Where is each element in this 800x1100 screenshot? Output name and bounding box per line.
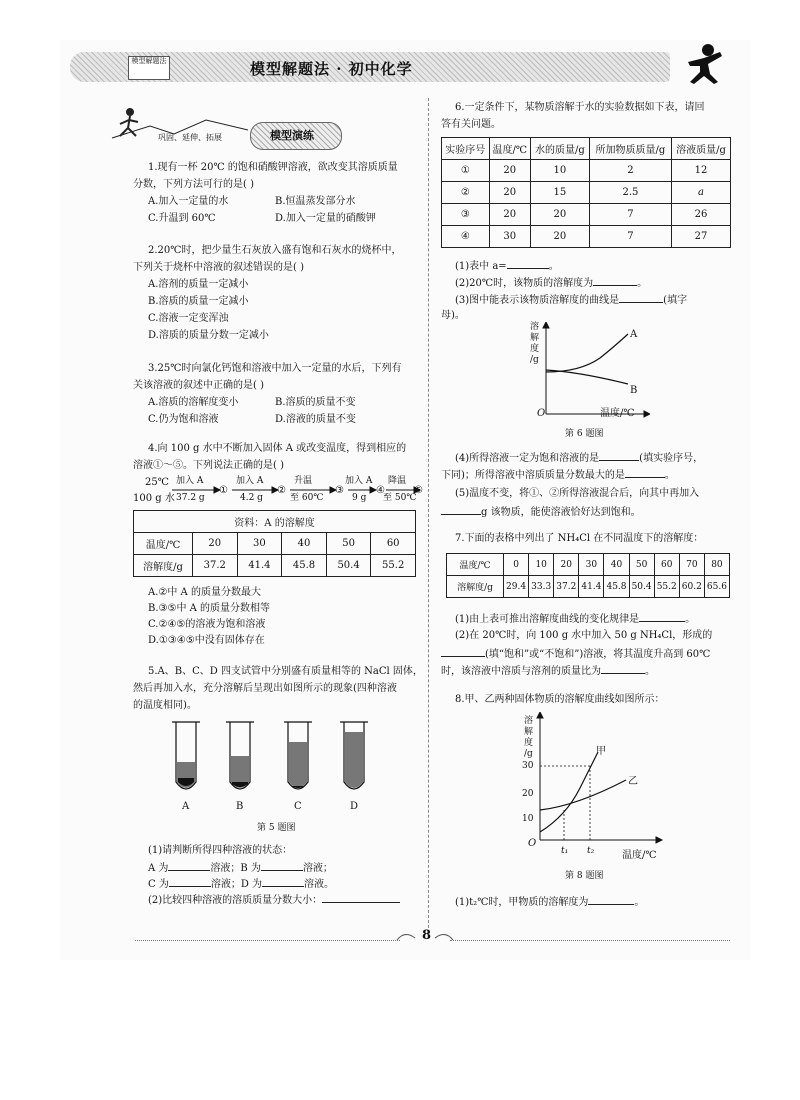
q7-sol: 33.3 (529, 576, 554, 598)
q4-step1-amount: 37.2 g (176, 493, 205, 503)
page-number: 8 (422, 928, 432, 943)
q6-stem-line1: 6.一定条件下，某物质溶解于水的实验数据如下表，请回 (455, 102, 705, 113)
q5-part1-line-a: A 为 溶液；B 为 溶液； (148, 859, 333, 876)
q7-part2-end: 时，该溶液中溶质与溶剂的质量比为 。 (441, 662, 655, 679)
q4-table-temp-head: 温度/℃ (134, 533, 193, 555)
q1-option-b: B.恒温蒸发部分水 (275, 196, 356, 207)
q4-solution-5: ⑤ (414, 485, 423, 496)
q6-part5-cont: g 该物质，能使溶液恰好达到饱和。 (441, 503, 641, 520)
q7-temp: 30 (579, 554, 604, 576)
q2-stem-line1: 2.20℃时，把少量生石灰放入盛有饱和石灰水的烧杯中， (148, 245, 402, 256)
q6-header: 所加物质质量/g (589, 138, 671, 160)
q4-solution-1: ① (219, 485, 228, 496)
q6-stem-line2: 答有关问题。 (441, 119, 501, 130)
q7-temp: 60 (654, 554, 679, 576)
q8-part1: (1)t₂℃时，甲物质的溶解度为 。 (455, 893, 644, 910)
q5-part1: (1)请判断所得四种溶液的状态： (148, 845, 293, 856)
q4-flow-start-temp: 25℃ (145, 477, 169, 488)
q6-header: 溶液质量/g (672, 138, 731, 160)
q6-part4: (4)所得溶液一定为饱和溶液的是 (填实验序号， (455, 449, 703, 466)
q6-cell: 27 (672, 226, 731, 248)
q4-step3-label: 升温 (294, 476, 313, 486)
q6-cell: 2 (589, 160, 671, 182)
q4-option-d: D.①③④⑤中没有固体存在 (148, 635, 265, 646)
q6-cell: ④ (442, 226, 490, 248)
q6-blank-max-fraction[interactable] (625, 466, 665, 478)
q6-curve-a-label: A (630, 329, 638, 340)
q1-option-a: A.加入一定量的水 (148, 196, 229, 207)
q6-header: 水的质量/g (530, 138, 589, 160)
q6-cell: ① (442, 160, 490, 182)
q6-cell: 20 (530, 204, 589, 226)
q6-part3: (3)图中能表示该物质溶解度的曲线是 (填字 (455, 291, 687, 308)
q7-stem: 7.下面的表格中列出了 NH₄Cl 在不同温度下的溶解度： (455, 533, 704, 544)
q3-stem-line1: 3.25℃时向氯化钙饱和溶液中加入一定量的水后，下列有 (148, 363, 402, 374)
q3-option-d: D.溶液的质量不变 (275, 414, 356, 425)
q8-graph-origin: O (528, 838, 537, 849)
q7-blank-trend[interactable] (639, 610, 685, 622)
q8-graph-y10: 10 (522, 814, 534, 824)
header-badge: 模型解题法 (128, 56, 170, 80)
q7-temp: 0 (504, 554, 529, 576)
q4-table-sol: 50.4 (326, 555, 371, 577)
q4-stem-line2: 溶液①～⑤。下列说法正确的是( ) (133, 460, 284, 471)
q5-stem-line1: 5.A、B、C、D 四支试管中分别盛有质量相等的 NaCl 固体， (148, 666, 423, 677)
q4-option-a: A.②中 A 的质量分数最大 (148, 587, 261, 598)
q6-graph-ylabel: 溶 解 度 /g (530, 322, 540, 365)
q7-temp: 10 (529, 554, 554, 576)
q5-part2: (2)比较四种溶液的溶质质量分数大小： (148, 891, 400, 908)
q7-sol: 60.2 (679, 576, 704, 598)
mascot-icon (682, 42, 726, 86)
q5-part1-line-c: C 为 溶液；D 为 溶液。 (148, 875, 334, 892)
q4-option-c: C.②④⑤的溶液为饱和溶液 (148, 619, 266, 630)
q4-table-temp: 40 (282, 533, 327, 555)
q4-table-temp: 20 (193, 533, 238, 555)
q7-sol: 65.6 (704, 576, 729, 598)
q6-cell: 20 (489, 204, 530, 226)
q6-part5: (5)温度不变，将①、②所得溶液混合后，向其中再加入 (455, 488, 700, 499)
q4-step3-amount: 至 60℃ (290, 493, 324, 503)
q7-blank-saturation[interactable] (441, 645, 485, 657)
q7-temp: 50 (629, 554, 654, 576)
q6-cell: 20 (530, 226, 589, 248)
q1-option-c: C.升温到 60℃ (148, 213, 216, 224)
q6-cell: 30 (489, 226, 530, 248)
q7-blank-ratio[interactable] (601, 662, 645, 674)
q6-graph-origin: O (537, 408, 546, 419)
q7-nh4cl-table (446, 553, 730, 598)
q7-sol: 45.8 (604, 576, 629, 598)
footer-rule-left (135, 940, 400, 941)
q6-curve-a (546, 334, 628, 372)
q7-sol: 37.2 (554, 576, 579, 598)
q5-tube-label-c: C (294, 801, 302, 812)
q6-header: 温度/℃ (489, 138, 530, 160)
q4-step4-label: 加入 A (345, 476, 373, 486)
q6-cell: 2.5 (589, 182, 671, 204)
q5-blank-b[interactable] (261, 859, 303, 871)
section-tags: 巩固、延伸、拓展 (158, 133, 222, 142)
q4-solution-2: ② (277, 485, 286, 496)
q4-table-temp: 60 (371, 533, 416, 555)
q4-step2-label: 加入 A (236, 476, 264, 486)
q4-step5-amount: 至 50℃ (383, 493, 417, 503)
q2-stem-line2: 下列关于烧杯中溶液的叙述错误的是( ) (133, 262, 304, 273)
column-divider (428, 98, 429, 928)
q6-cell: 7 (589, 226, 671, 248)
q4-table-sol: 41.4 (237, 555, 282, 577)
q3-stem-line2: 关该溶液的叙述中正确的是( ) (133, 380, 264, 391)
q1-stem-line1: 1.现有一杯 20℃ 的饱和硝酸钾溶液，欲改变其溶质质量 (148, 162, 398, 173)
q6-cell: 20 (489, 160, 530, 182)
q6-figure-caption: 第 6 题图 (565, 429, 604, 439)
q5-blank-c[interactable] (169, 875, 211, 887)
q5-blank-d[interactable] (262, 875, 304, 887)
q6-cell: 15 (530, 182, 589, 204)
q8-graph-t2: t₂ (587, 846, 595, 856)
q8-curve-jia (540, 752, 598, 832)
q8-curve-jia-label: 甲 (596, 746, 606, 757)
q8-curve-yi (540, 780, 626, 810)
q4-solubility-table (133, 510, 416, 577)
q4-table-sol: 55.2 (371, 555, 416, 577)
q5-blank-a[interactable] (168, 859, 210, 871)
q4-step1-label: 加入 A (176, 476, 204, 486)
q4-stem-line1: 4.向 100 g 水中不断加入固体 A 或改变温度，得到相应的 (148, 443, 407, 454)
q5-stem-line3: 的温度相同)。 (133, 700, 197, 711)
q6-cell: 12 (672, 160, 731, 182)
q6-header: 实验序号 (442, 138, 490, 160)
q4-table-sol: 37.2 (193, 555, 238, 577)
q6-cell: a (672, 182, 731, 204)
q7-temp: 20 (554, 554, 579, 576)
q7-sol: 29.4 (504, 576, 529, 598)
q5-tube-label-a: A (182, 801, 190, 812)
q6-part4-cont: 下同)；所得溶液中溶质质量分数最大的是 。 (441, 466, 675, 483)
q7-sol: 41.4 (579, 576, 604, 598)
q2-option-a: A.溶剂的质量一定减小 (148, 279, 249, 290)
q1-stem-line2: 分数，下列方法可行的是( ) (133, 179, 254, 190)
q6-curve-b-label: B (630, 385, 638, 396)
q6-part2: (2)20℃时，该物质的溶解度为 。 (455, 274, 647, 291)
q2-option-b: B.溶质的质量一定减小 (148, 296, 249, 307)
q8-graph-y20: 20 (522, 789, 534, 799)
q6-data-table (441, 137, 731, 248)
q6-blank-curve[interactable] (619, 291, 663, 303)
q8-curve-yi-label: 乙 (628, 776, 638, 787)
q6-cell: 7 (589, 204, 671, 226)
q6-graph-xlabel: 温度/℃ (600, 408, 635, 419)
q8-stem: 8.甲、乙两种固体物质的溶解度曲线如图所示： (455, 694, 665, 705)
q5-figure-caption: 第 5 题图 (257, 823, 296, 833)
q7-temp: 80 (704, 554, 729, 576)
q4-step4-amount: 9 g (352, 493, 367, 503)
q4-table-sol-head: 溶解度/g (134, 555, 193, 577)
footer-rule-right (450, 940, 730, 941)
q8-graph-ylabel: 溶 解 度 /g (524, 716, 534, 759)
q4-solution-3: ③ (335, 485, 344, 496)
q6-blank-a[interactable] (507, 257, 549, 269)
q4-table-sol: 45.8 (282, 555, 327, 577)
q7-temp-head: 温度/℃ (447, 554, 504, 576)
q6-cell: 26 (672, 204, 731, 226)
q4-table-temp: 30 (237, 533, 282, 555)
q3-option-b: B.溶质的质量不变 (275, 397, 356, 408)
q7-part2: (2)在 20℃时，向 100 g 水中加入 50 g NH₄Cl，形成的 (455, 630, 713, 641)
q8-graph-xlabel: 温度/℃ (622, 850, 657, 861)
q6-blank-solubility[interactable] (593, 274, 637, 286)
q8-graph-y30: 30 (522, 761, 534, 771)
q6-blank-saturated[interactable] (599, 449, 639, 461)
header-title: 模型解题法 · 初中化学 (250, 60, 413, 78)
q7-sol: 55.2 (654, 576, 679, 598)
q6-cell: 10 (530, 160, 589, 182)
q8-blank-solubility[interactable] (588, 893, 634, 905)
q6-cell: ③ (442, 204, 490, 226)
q4-option-b: B.③⑤中 A 的质量分数相等 (148, 603, 271, 614)
q6-cell: 20 (489, 182, 530, 204)
q4-solution-4: ④ (376, 485, 385, 496)
q8-figure-caption: 第 8 题图 (565, 871, 604, 881)
q7-part2-cont: (填“饱和”或“不饱和”)溶液，将其温度升高到 60℃ (441, 645, 710, 662)
q4-step5-label: 降温 (388, 476, 407, 486)
section-label: 模型演练 (270, 129, 314, 142)
q4-table-temp: 50 (326, 533, 371, 555)
q7-sol: 50.4 (629, 576, 654, 598)
q6-blank-add-mass[interactable] (441, 503, 481, 515)
q3-option-c: C.仍为饱和溶液 (148, 414, 219, 425)
q5-tube-label-d: D (350, 801, 359, 812)
q7-temp: 40 (604, 554, 629, 576)
q3-option-a: A.溶质的溶解度变小 (148, 397, 239, 408)
q7-part1: (1)由上表可推出溶解度曲线的变化规律是 。 (455, 610, 695, 627)
q5-test-tubes-figure (170, 718, 380, 798)
q2-option-d: D.溶质的质量分数一定减小 (148, 330, 269, 341)
q4-step2-amount: 4.2 g (240, 493, 263, 503)
q4-table-caption: 资料：A 的溶解度 (134, 511, 416, 533)
q6-cell: ② (442, 182, 490, 204)
q6-part1: (1)表中 a= 。 (455, 257, 559, 274)
q4-flow-start-water: 100 g 水 (133, 493, 175, 504)
q7-temp: 70 (679, 554, 704, 576)
q7-sol-head: 溶解度/g (447, 576, 504, 598)
q6-part3-cont: 母)。 (441, 310, 465, 321)
q8-graph-t1: t₁ (561, 846, 569, 856)
q5-stem-line2: 然后再加入水，充分溶解后呈现出如图所示的现象(四种溶液 (133, 683, 397, 694)
q5-tube-label-b: B (236, 801, 244, 812)
q2-option-c: C.溶液一定变浑浊 (148, 313, 229, 324)
q1-option-d: D.加入一定量的硝酸钾 (275, 213, 376, 224)
q5-blank-compare[interactable] (322, 891, 400, 903)
q8-solubility-graph (536, 712, 668, 850)
